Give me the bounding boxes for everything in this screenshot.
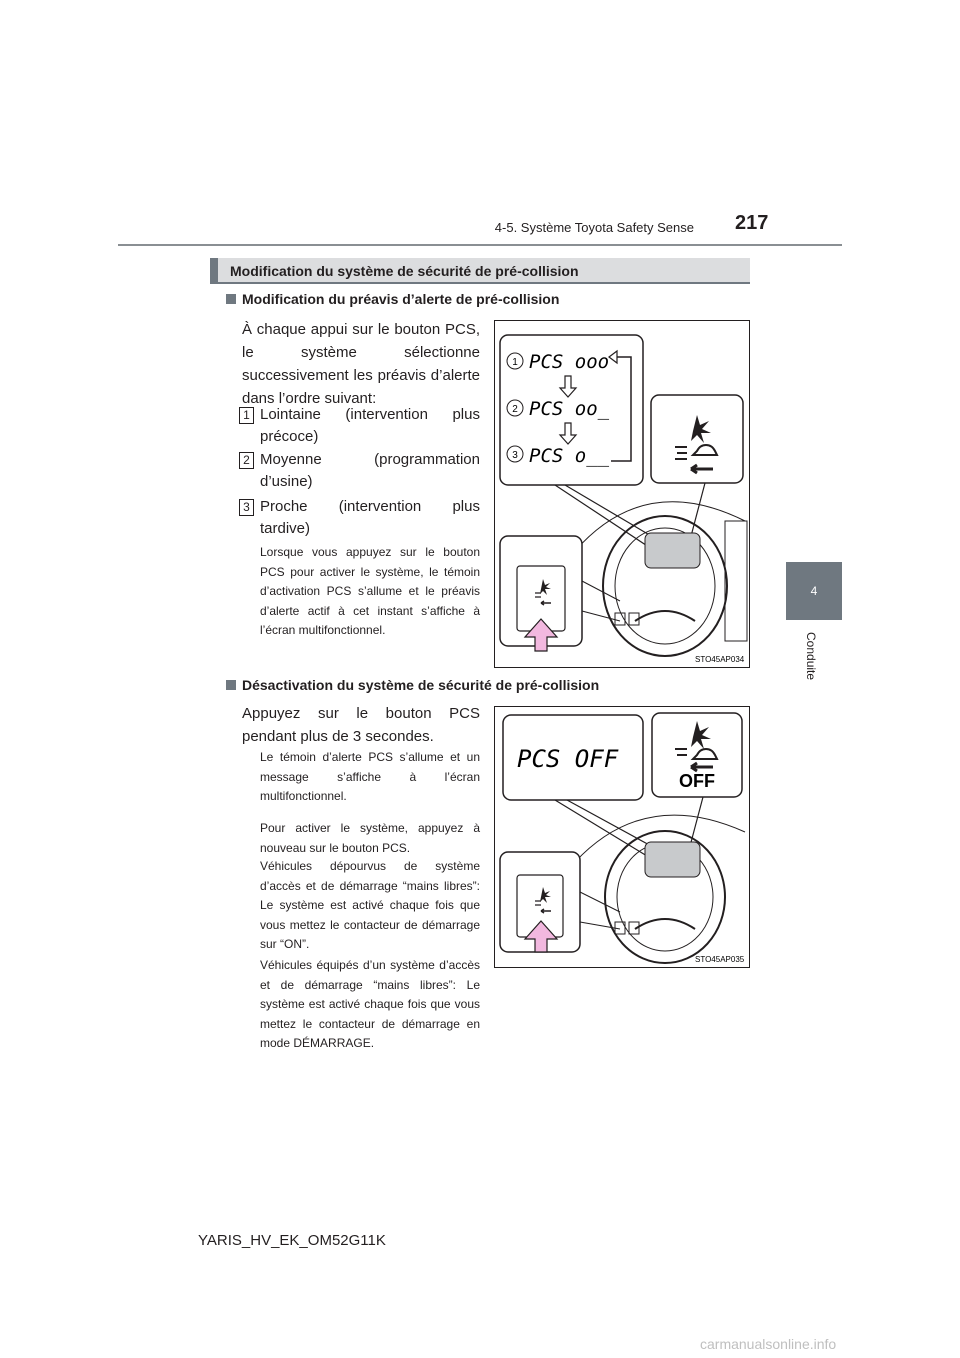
figure-pcs-off [494, 706, 750, 968]
part1-heading: Modification du préavis d’alerte de pré-collision [226, 291, 559, 307]
figure1-num-2: 2 [512, 404, 518, 415]
item-text-1: Lointaine (intervention plus précoce) [260, 406, 480, 445]
figure1-num-1: 1 [512, 357, 518, 368]
figure1-illustration [495, 321, 749, 667]
figure1-display-3: PCS o__ [529, 445, 610, 467]
figure1-display-2: PCS oo_ [529, 398, 610, 420]
figure-pcs-warning-timing [494, 320, 750, 668]
part2-intro: Appuyez sur le bouton PCS pendant plus de 3 secondes. [242, 705, 480, 745]
item-text-2: Moyenne (programmation d’usine) [260, 451, 480, 490]
heading-square-icon [226, 294, 236, 304]
header-section-title: 4-5. Système Toyota Safety Sense [494, 220, 694, 235]
figure2-display: PCS OFF [517, 745, 619, 773]
figure1-num-3: 3 [512, 450, 518, 461]
part1-note: Lorsque vous appuyez sur le bouton PCS pour activer le système, le témoin d’activation PCS s’allume et le préavis d’alerte actif à cet instant s’affiche à l’écran multifonctionnel. [260, 545, 480, 637]
item-text-3: Proche (intervention plus tardive) [260, 498, 480, 537]
chapter-number: 4 [810, 584, 818, 598]
header-divider [118, 244, 842, 246]
chapter-tab[interactable] [786, 562, 842, 620]
meter-display [645, 533, 700, 568]
heading-square-icon [226, 680, 236, 690]
chapter-label: Conduite [804, 632, 818, 681]
off-label: OFF [679, 771, 715, 791]
page-number: 217 [735, 212, 769, 234]
item-number-2: 2 [239, 452, 254, 469]
item-number-3: 3 [239, 499, 254, 516]
part2-note-2: Pour activer le système, appuyez à nouveau sur le bouton PCS. [260, 821, 480, 855]
part2-note-4: Véhicules équipés d’un système d’accès et de démarrage “mains libres”: Le système est activé chaque fois que vous mettez le contacteur de démarrage en mode DÉMARRAGE. [260, 958, 480, 1050]
part2-heading: Désactivation du système de sécurité de pré-collision [226, 677, 599, 693]
figure1-display-1: PCS ooo [529, 351, 610, 373]
meter-display [645, 842, 700, 877]
part2-note-1: Le témoin d’alerte PCS s’allume et un message s’affiche à l’écran multifonctionnel. [260, 750, 480, 803]
figure2-code: STO45AP035 [695, 955, 745, 964]
item-number-1: 1 [239, 407, 254, 424]
part1-intro: À chaque appui sur le bouton PCS, le système sélectionne successivement les préavis d’alerte dans l’ordre suivant: [242, 321, 480, 407]
document-footer-code: YARIS_HV_EK_OM52G11K [198, 1232, 386, 1249]
figure1-code: STO45AP034 [695, 655, 745, 664]
watermark: carmanualsonline.info [700, 1336, 837, 1352]
section-title: Modification du système de sécurité de pré-collision [210, 258, 750, 284]
figure2-illustration [495, 707, 749, 967]
part2-note-3: Véhicules dépourvus de système d’accès et de démarrage “mains libres”: Le système est activé chaque fois que vous mettez le contacteur de démarrage sur “ON”. [260, 859, 480, 951]
